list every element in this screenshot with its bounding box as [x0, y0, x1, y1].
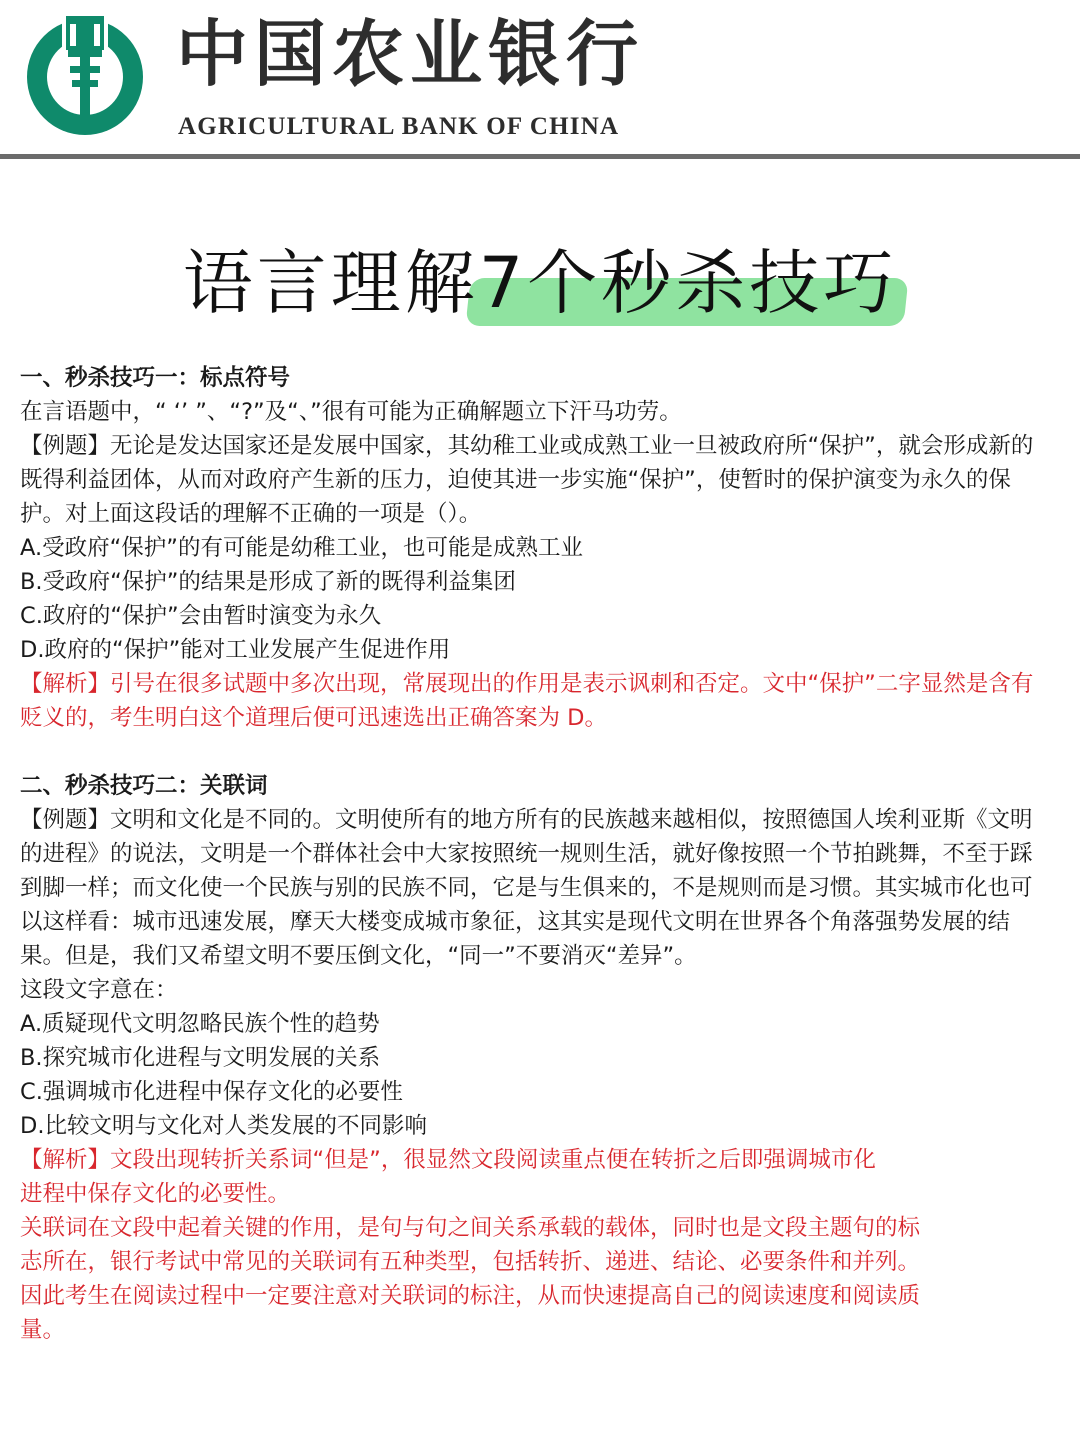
section-heading: 二、秒杀技巧二：关联词: [20, 773, 268, 799]
section-intro: 在言语题中，“ ‘’ ”、“?”及“、”很有可能为正确解题立下汗马功劳。: [20, 399, 682, 425]
section-spacer: [20, 735, 1050, 769]
option-d: D.政府的“保护”能对工业发展产生促进作用: [20, 637, 451, 663]
page-header: [0, 0, 1080, 160]
analysis-text: 【解析】引号在很多试题中多次出现，常展现出的作用是表示讽刺和否定。文中“保护”二字显然是含有贬义的，考生明白这个道理后便可迅速选出正确答案为 D。: [20, 671, 1034, 731]
option-b: B.受政府“保护”的结果是形成了新的既得利益集团: [20, 569, 516, 595]
bank-name-en: AGRICULTURAL BANK OF CHINA: [178, 113, 620, 140]
analysis-note: 关联词在文段中起着关键的作用，是句与句之间关系承载的载体，同时也是文段主题句的标志所在，银行考试中常见的关联词有五种类型，包括转折、递进、结论、必要条件和并列。因此考生在阅读过程中一定要注意对关联词的标注，从而快速提高自己的阅读速度和阅读质量。: [20, 1215, 921, 1343]
option-a: A.受政府“保护”的有可能是幼稚工业，也可能是成熟工业: [20, 535, 583, 561]
section-heading: 一、秒杀技巧一：标点符号: [20, 365, 291, 391]
example-text: 【例题】文明和文化是不同的。文明使所有的地方所有的民族越来越相似，按照德国人埃利亚斯《文明的进程》的说法，文明是一个群体社会中大家按照统一规则生活，就好像按照一个节拍跳舞，不至于踩到脚一样；而文化使一个民族与别的民族不同，它是与生俱来的，不是规则而是习惯。其实城市化也可以这样看：城市迅速发展，摩天大楼变成城市象征，这其实是现代文明在世界各个角落强势发展的结果。但是，我们又希望文明不要压倒文化，“同一”不要消灭“差异”。: [20, 807, 1033, 969]
bank-name-cn: 中国农业银行: [176, 11, 645, 96]
option-a: A.质疑现代文明忽略民族个性的趋势: [20, 1011, 380, 1037]
page-title: 语言理解7个秒杀技巧: [182, 242, 898, 324]
article-body: [20, 361, 1050, 1347]
header-divider: [0, 154, 1080, 159]
option-c: C.政府的“保护”会由暂时演变为永久: [20, 603, 382, 629]
option-c: C.强调城市化进程中保存文化的必要性: [20, 1079, 403, 1105]
option-b: B.探究城市化进程与文明发展的关系: [20, 1045, 381, 1071]
example-text: 【例题】无论是发达国家还是发展中国家，其幼稚工业或成熟工业一旦被政府所“保护”，就会形成新的既得利益团体，从而对政府产生新的压力，迫使其进一步实施“保护”，使暂时的保护演变为永久的保护。对上面这段话的理解不正确的一项是（）。: [20, 433, 1034, 527]
analysis-text: 【解析】文段出现转折关系词“但是”，很显然文段阅读重点便在转折之后即强调城市化进程中保存文化的必要性。: [20, 1147, 876, 1207]
option-d: D.比较文明与文化对人类发展的不同影响: [20, 1113, 427, 1139]
abc-logo-icon: [22, 14, 148, 140]
question-text: 这段文字意在：: [20, 977, 178, 1003]
title-block: [0, 238, 1080, 338]
